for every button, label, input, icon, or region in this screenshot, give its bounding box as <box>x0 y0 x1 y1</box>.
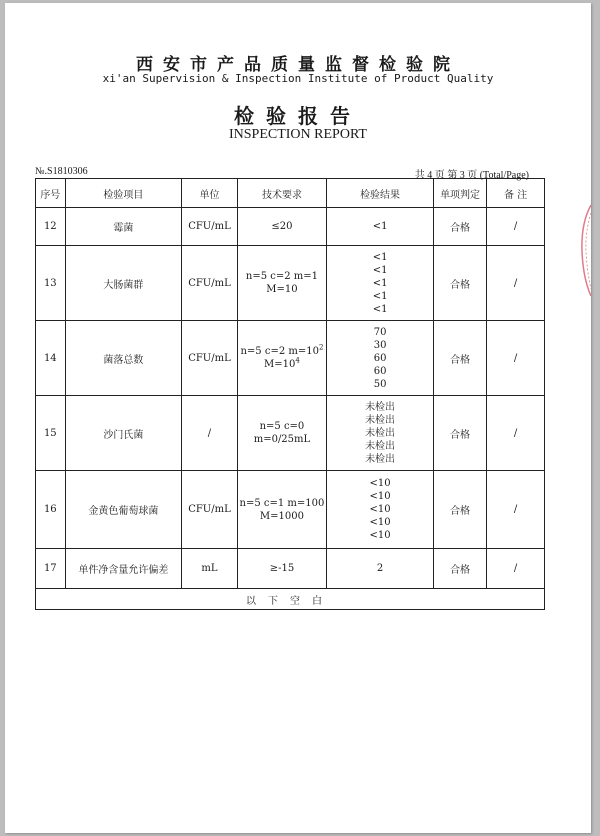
cell-remark: / <box>487 321 545 396</box>
cell-judgment: 合格 <box>434 471 487 549</box>
cell-result: 2 <box>327 549 434 589</box>
report-number: №.S1810306 <box>35 166 88 177</box>
cell-judgment: 合格 <box>434 396 487 471</box>
cell-remark: / <box>487 471 545 549</box>
institute-name-cn: 西安市产品质量监督检验院 <box>136 55 460 75</box>
cell-result: 未检出 未检出 未检出 未检出 未检出 <box>327 396 434 471</box>
cell-unit: CFU/mL <box>182 321 238 396</box>
report-title-en: INSPECTION REPORT <box>228 127 367 142</box>
cell-remark: / <box>487 549 545 589</box>
cell-item: 沙门氏菌 <box>65 396 182 471</box>
cell-requirement: ≥-15 <box>237 549 326 589</box>
table-row <box>36 208 545 246</box>
cell-requirement: n=5 c=2 m=1 M=10 <box>237 246 326 321</box>
cell-unit: CFU/mL <box>182 208 238 246</box>
cell-result: <1 <1 <1 <1 <1 <box>327 246 434 321</box>
table-header-row <box>36 179 545 208</box>
seal-stamp-fragment <box>577 203 591 298</box>
cell-result: <1 <box>327 208 434 246</box>
cell-no: 15 <box>36 396 66 471</box>
cell-judgment: 合格 <box>434 321 487 396</box>
cell-result: <10 <10 <10 <10 <10 <box>327 471 434 549</box>
cell-unit: mL <box>182 549 238 589</box>
cell-judgment: 合格 <box>434 208 487 246</box>
blank-note: 以下空白 <box>36 589 545 610</box>
header-item: 检验项目 <box>65 179 182 208</box>
cell-unit: CFU/mL <box>182 246 238 321</box>
cell-item: 单件净含量允许偏差 <box>65 549 182 589</box>
cell-requirement: n=5 c=1 m=100 M=1000 <box>237 471 326 549</box>
cell-no: 16 <box>36 471 66 549</box>
institute-name-en: xi'an Supervision & Inspection Institute of Product Quality <box>102 72 494 85</box>
table-row <box>36 471 545 549</box>
cell-judgment: 合格 <box>434 246 487 321</box>
header-no: 序号 <box>36 179 66 208</box>
cell-requirement: ≤20 <box>237 208 326 246</box>
cell-item: 大肠菌群 <box>65 246 182 321</box>
cell-requirement: n=5 c=2 $m=10^2$ $M=10^4$ <box>237 321 326 396</box>
cell-result: 70 30 60 60 50 <box>327 321 434 396</box>
report-title-cn: 检验报告 <box>234 104 362 128</box>
page-info: 共 4 页 第 3 页 (Total/Page) <box>414 170 529 181</box>
cell-remark: / <box>487 246 545 321</box>
inspection-table <box>35 178 545 610</box>
table-row <box>36 321 545 396</box>
header-judgment: 单项判定 <box>434 179 487 208</box>
table-row <box>36 246 545 321</box>
cell-no: 12 <box>36 208 66 246</box>
header-result: 检验结果 <box>327 179 434 208</box>
cell-no: 17 <box>36 549 66 589</box>
cell-unit: / <box>182 396 238 471</box>
table-row <box>36 396 545 471</box>
cell-no: 13 <box>36 246 66 321</box>
blank-note-row <box>36 589 545 610</box>
header-requirement: 技术要求 <box>237 179 326 208</box>
cell-requirement: n=5 c=0 m=0/25mL <box>237 396 326 471</box>
cell-item: 金黄色葡萄球菌 <box>65 471 182 549</box>
cell-judgment: 合格 <box>434 549 487 589</box>
table-row <box>36 549 545 589</box>
cell-remark: / <box>487 208 545 246</box>
header-remark: 备 注 <box>487 179 545 208</box>
header-unit: 单位 <box>182 179 238 208</box>
cell-item: 霉菌 <box>65 208 182 246</box>
report-page <box>5 3 591 833</box>
cell-unit: CFU/mL <box>182 471 238 549</box>
cell-no: 14 <box>36 321 66 396</box>
cell-item: 菌落总数 <box>65 321 182 396</box>
cell-remark: / <box>487 396 545 471</box>
